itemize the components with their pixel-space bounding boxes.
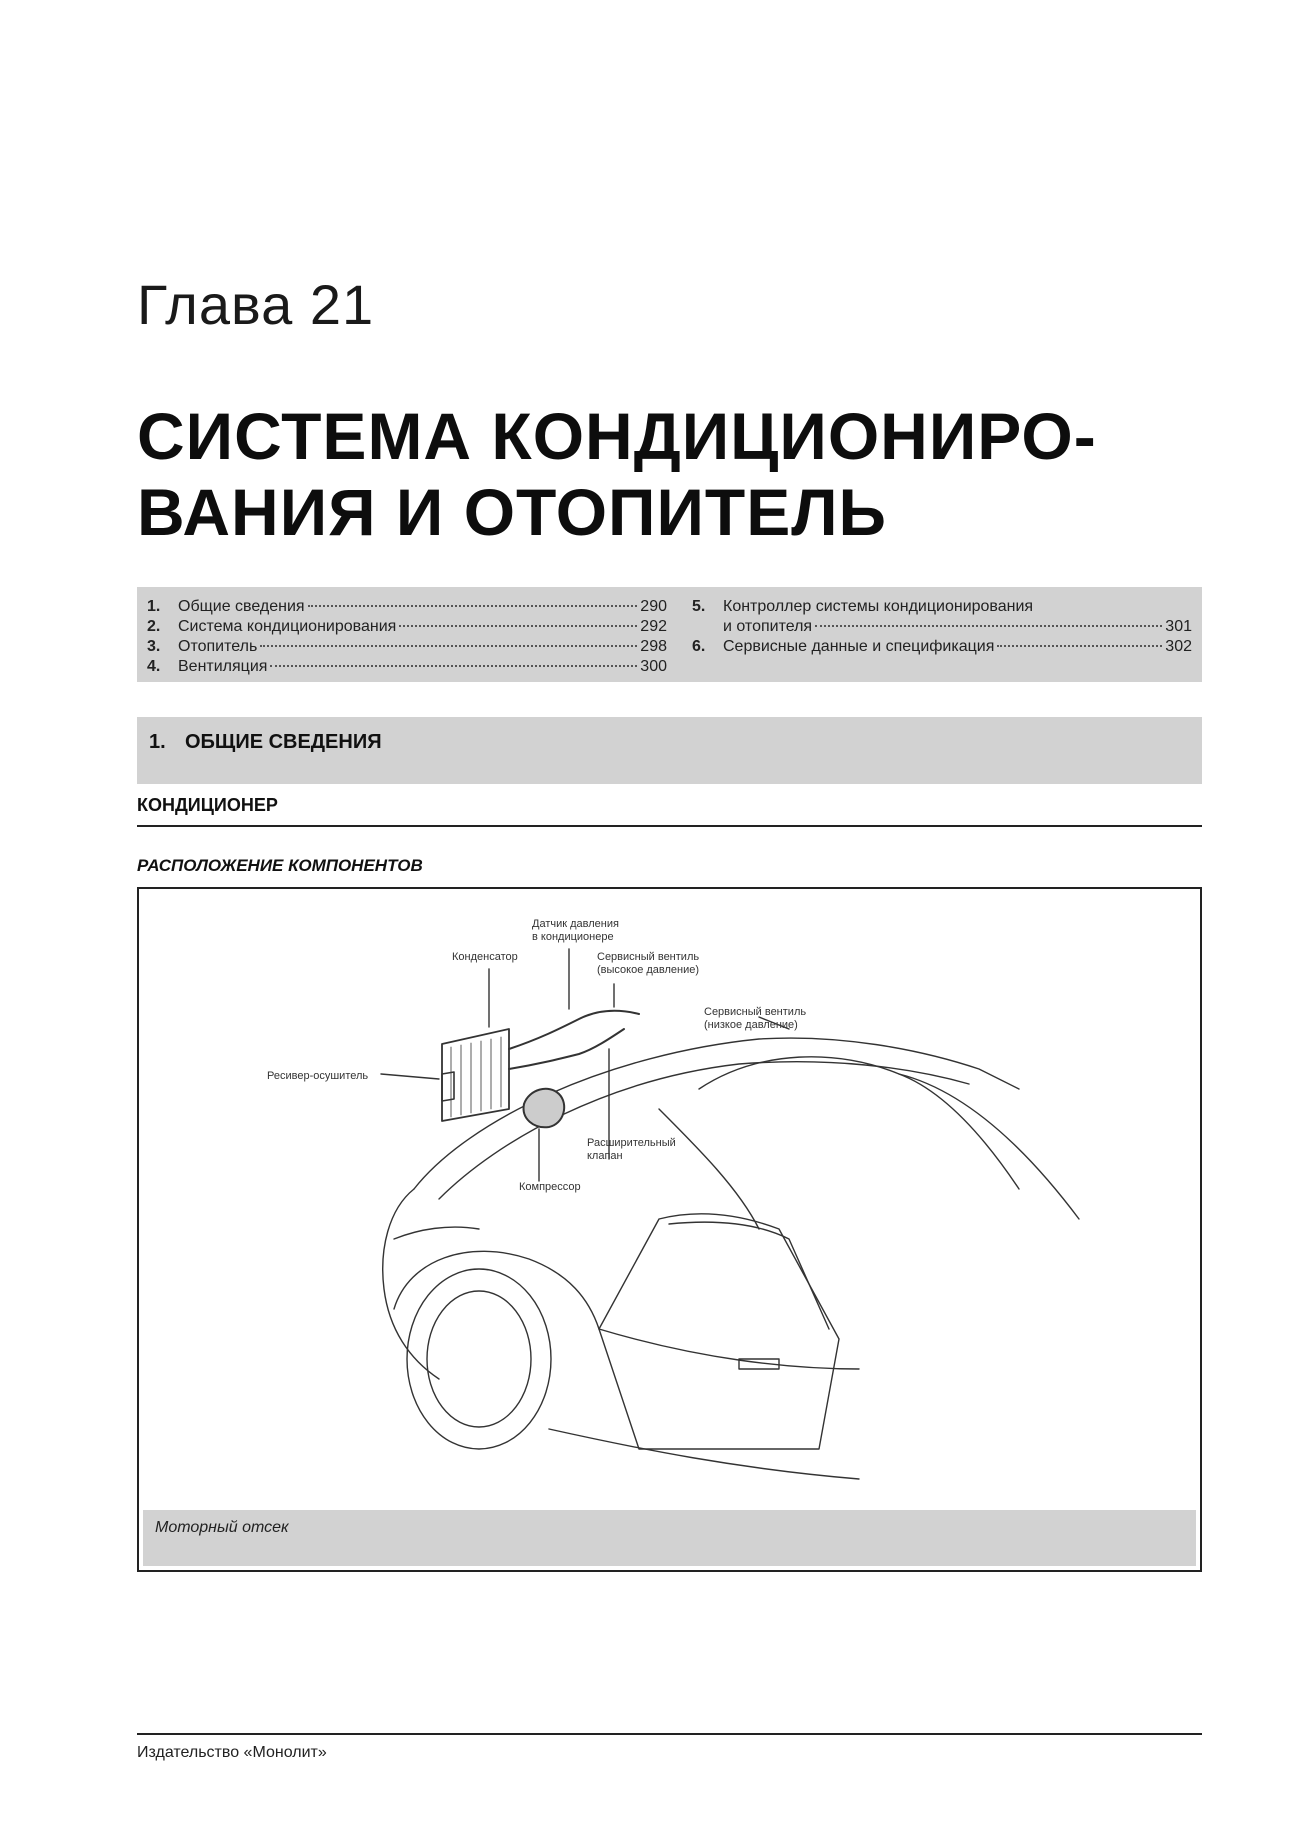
toc-item-page: 298	[640, 638, 667, 655]
ac-hose-high	[509, 1011, 639, 1049]
label-compressor: Компрессор	[519, 1181, 581, 1193]
toc-item-page: 300	[640, 658, 667, 675]
body-side-line	[599, 1329, 859, 1369]
toc-item-continuation[interactable]	[692, 618, 1192, 638]
toc-item-page: 292	[640, 618, 667, 635]
toc-item-label: Контроллер системы кондиционирования	[723, 598, 1034, 615]
toc-item-number: 1.	[147, 598, 161, 615]
chapter-number: Глава 21	[137, 273, 375, 336]
chapter-title-line-2: ВАНИЯ И ОТОПИТЕЛЬ	[137, 475, 887, 549]
toc-leader-dots	[997, 645, 1162, 647]
toc-leader-dots	[260, 645, 637, 647]
label-condenser: Конденсатор	[452, 951, 518, 963]
ac-hose-low	[509, 1029, 624, 1069]
toc-item-number: 5.	[692, 598, 706, 615]
toc-item-page: 302	[1165, 638, 1192, 655]
label-service-valve-high: Сервисный вентиль (высокое давление)	[597, 951, 700, 976]
windshield	[699, 1057, 1019, 1189]
toc-item[interactable]	[147, 658, 667, 678]
hood-outline	[414, 1038, 1019, 1189]
chapter-title-line-1: СИСТЕМА КОНДИЦИОНИРО-	[137, 399, 1097, 473]
chapter-title	[137, 398, 1197, 550]
leader-receiver	[381, 1074, 439, 1079]
receiver-drier	[442, 1072, 454, 1101]
subheading: КОНДИЦИОНЕР	[137, 795, 1202, 827]
door-outline	[599, 1214, 839, 1449]
sub-subheading: РАСПОЛОЖЕНИЕ КОМПОНЕНТОВ	[137, 856, 423, 875]
toc-leader-dots	[399, 625, 637, 627]
section-number: 1.	[149, 731, 166, 753]
toc-item-number: 4.	[147, 658, 161, 675]
toc-item[interactable]	[692, 638, 1192, 658]
condenser-fins	[451, 1037, 501, 1117]
toc-item-label: Общие сведения	[178, 598, 305, 615]
label-receiver-drier: Ресивер-осушитель	[267, 1070, 369, 1082]
toc-item-label: Сервисные данные и спецификация	[723, 638, 995, 655]
rocker-line	[549, 1429, 859, 1479]
section-header	[137, 717, 1202, 784]
footer-divider	[137, 1733, 1202, 1735]
car-engine-bay-illustration	[139, 889, 1200, 1570]
front-bumper	[394, 1227, 479, 1239]
label-service-valve-low: Сервисный вентиль (низкое давление)	[704, 1006, 807, 1031]
toc-item-page: 290	[640, 598, 667, 615]
toc-item-number: 6.	[692, 638, 706, 655]
compressor	[524, 1089, 565, 1127]
wheel-arch	[394, 1251, 599, 1329]
front-fender	[383, 1189, 439, 1379]
hood-inner-line	[439, 1062, 969, 1199]
toc-item[interactable]	[147, 638, 667, 658]
toc-item[interactable]	[692, 598, 1192, 618]
condenser	[442, 1029, 509, 1121]
publisher-footer: Издательство «Монолит»	[137, 1744, 327, 1761]
toc-item-label: Вентиляция	[178, 658, 268, 675]
table-of-contents	[137, 587, 1202, 682]
section-title: ОБЩИЕ СВЕДЕНИЯ	[185, 731, 382, 753]
roof-line	[899, 1074, 1079, 1219]
toc-leader-dots	[815, 625, 1162, 627]
toc-column-right	[692, 598, 1192, 658]
a-pillar	[659, 1109, 759, 1229]
toc-item-label: и отопителя	[723, 618, 813, 635]
toc-column-left	[147, 598, 667, 678]
front-wheel-inner	[427, 1291, 531, 1427]
figure-caption-bar	[143, 1510, 1196, 1566]
toc-leader-dots	[308, 605, 638, 607]
toc-item[interactable]	[147, 598, 667, 618]
component-location-figure	[137, 887, 1202, 1572]
label-expansion-valve: Расширительный клапан	[587, 1137, 676, 1162]
toc-item-number: 2.	[147, 618, 161, 635]
toc-item-number: 3.	[147, 638, 161, 655]
toc-item-label: Система кондиционирования	[178, 618, 397, 635]
front-wheel	[407, 1269, 551, 1449]
toc-leader-dots	[270, 665, 637, 667]
figure-caption: Моторный отсек	[155, 1519, 289, 1536]
door-window	[669, 1222, 829, 1329]
label-pressure-sensor: Датчик давления в кондиционере	[532, 918, 619, 943]
toc-item-label: Отопитель	[178, 638, 258, 655]
toc-item[interactable]	[147, 618, 667, 638]
toc-item-page: 301	[1165, 618, 1192, 635]
